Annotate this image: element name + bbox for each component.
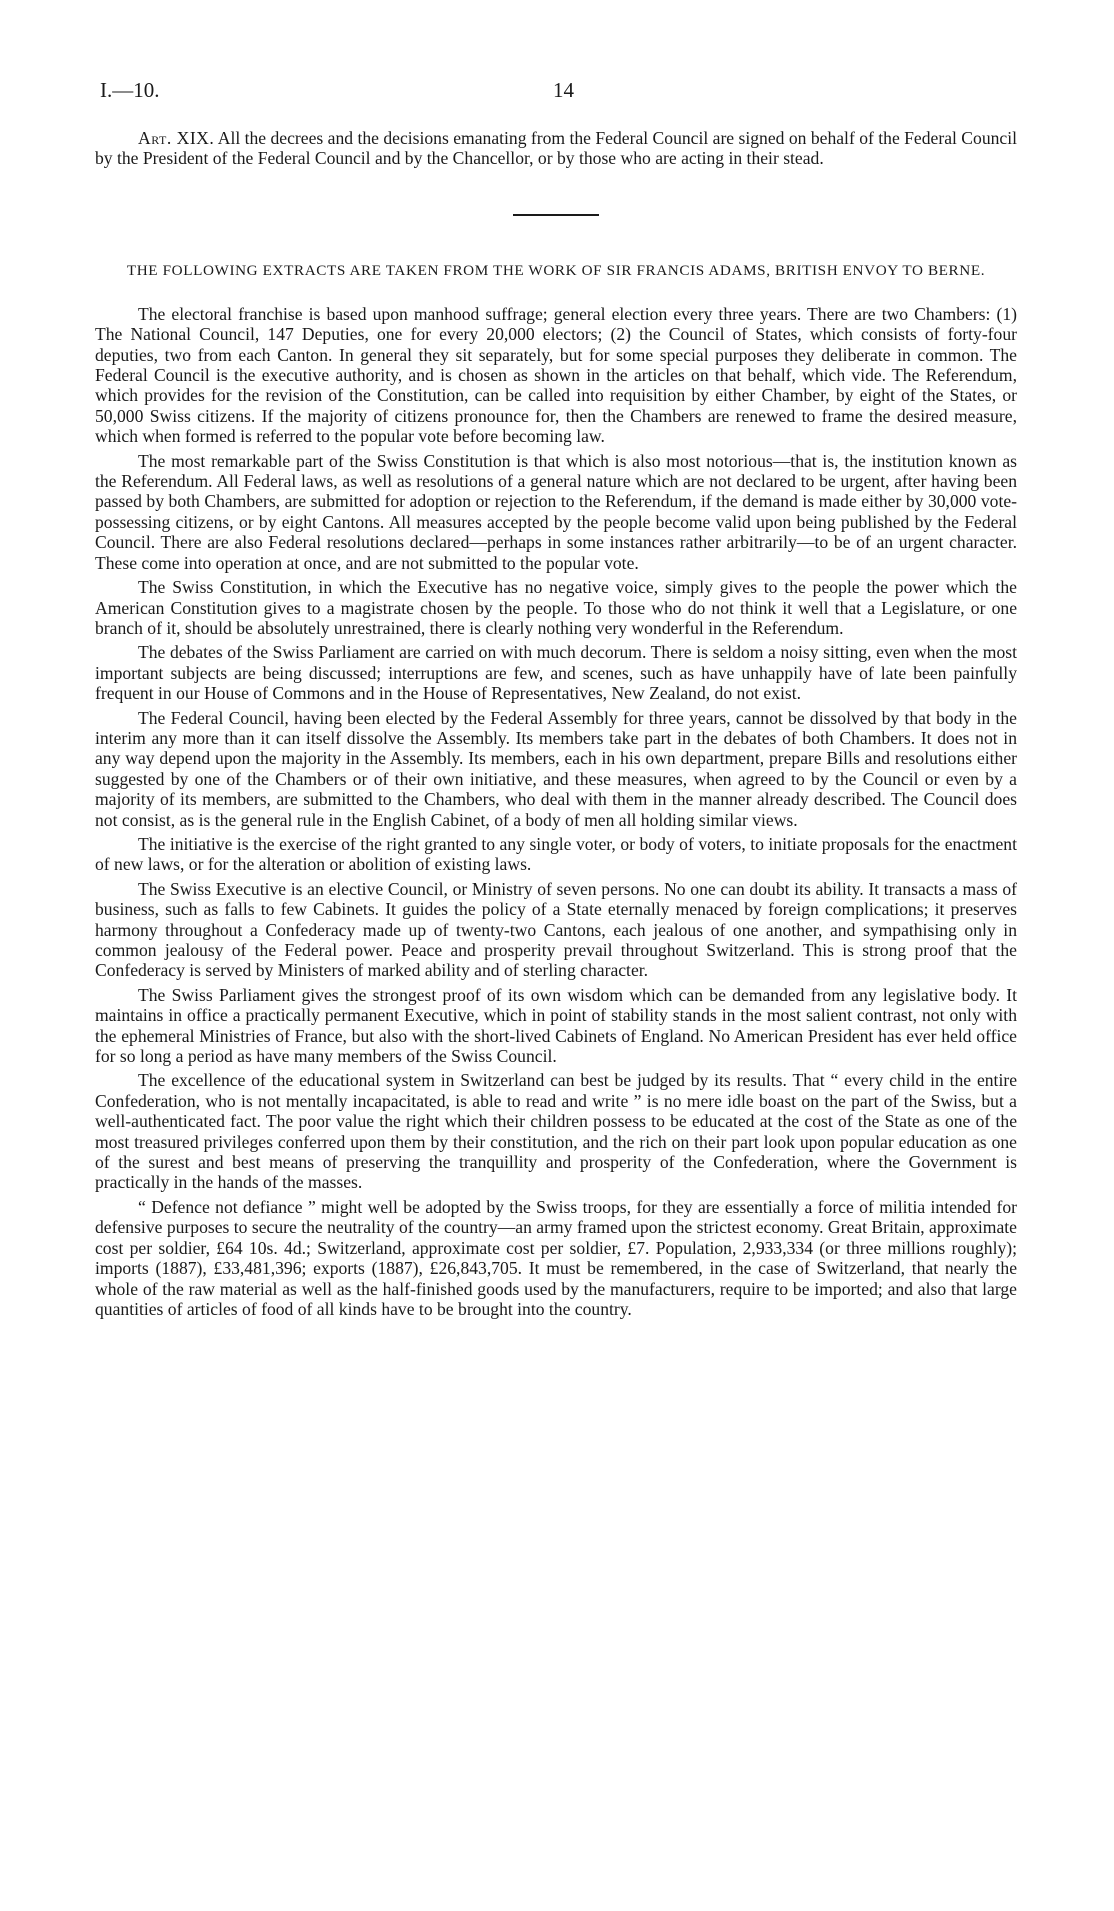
running-head — [100, 78, 1020, 108]
section-divider — [513, 214, 599, 216]
body-paragraph: The Swiss Constitution, in which the Executive has no negative voice, simply gives to the people the power which the American Constitution gives to a magistrate chosen by the people. To those who do not think it well that a Legislature, or one branch of it, should be absolutely unrestrained, there is clearly nothing very wonderful in the Referendum. — [95, 577, 1017, 638]
body-paragraph: The electoral franchise is based upon manhood suffrage; general election every three years. There are two Chambers: (1) The National Council, 147 Deputies, one for every 20,000 electors; (2) the Council of States, which consists of forty-four deputies, two from each Canton. In general they sit separately, but for some special purposes they deliberate in common. The Federal Council is the executive authority, and is chosen as shown in the articles on that behalf, which vide. The Referendum, which provides for the revision of the Constitution, can be called into requisition by either Chamber, by eight of the States, or 50,000 Swiss citizens. If the majority of citizens pronounce for, then the Chambers are renewed to frame the desired measure, which when formed is referred to the popular vote before becoming law. — [95, 303, 1017, 447]
body-paragraph: The most remarkable part of the Swiss Constitution is that which is also most notorious—that is, the institution known as the Referendum. All Federal laws, as well as resolutions of a general nature which are not declared to be urgent, after having been passed by both Chambers, are submitted for adoption or rejection to the Referendum, if the demand is made either by 30,000 vote-possessing citizens, or by eight Cantons. All measures accepted by the people become valid upon being published by the Federal Council. There are also Federal resolutions declared—perhaps in some instances rather arbitrarily—to be of an urgent character. These come into operation at once, and are not submitted to the popular vote. — [95, 450, 1017, 573]
body-paragraph: The Swiss Executive is an elective Council, or Ministry of seven persons. No one can doubt its ability. It transacts a mass of business, such as falls to few Cabinets. It guides the policy of a State eternally menaced by foreign complications; it preserves harmony throughout a Confederacy made up of twenty-two Cantons, each jealous of one another, and sympathising only in common jealousy of the Federal power. Peace and prosperity prevail throughout Switzerland. This is strong proof that the Confederacy is served by Ministers of marked ability and of sterling character. — [95, 878, 1017, 981]
article-label: Art. XIX. — [138, 128, 215, 148]
page-reference: I.—10. — [100, 78, 160, 102]
document-body — [95, 128, 1017, 1323]
body-paragraph: The debates of the Swiss Parliament are carried on with much decorum. There is seldom a noisy sitting, even when the most important subjects are being discussed; interruptions are few, and scenes, such as have unhappily have of late been painfully frequent in our House of Commons and in the House of Representatives, New Zealand, do not exist. — [95, 642, 1017, 704]
page-number: 14 — [553, 78, 574, 102]
body-paragraph: The Federal Council, having been elected by the Federal Assembly for three years, cannot be dissolved by that body in the interim any more than it can itself dissolve the Assembly. Its members take part in the debates of both Chambers. It does not in any way depend upon the majority in the Assembly. Its members, each in his own department, prepare Bills and resolutions either suggested by one of the Chambers or of their own initiative, and these measures, when agreed to by the Council or even by a majority of its members, are submitted to the Chambers, who deal with them in the manner already described. The Council does not consist, as is the general rule in the English Cabinet, of a body of men all holding similar views. — [95, 707, 1017, 830]
body-paragraph: “ Defence not defiance ” might well be adopted by the Swiss troops, for they are essentially a force of militia intended for defensive purposes to secure the neutrality of the country—an army framed upon the strictest economy. Great Britain, approximate cost per soldier, £64 10s. 4d.; Switzerland, approximate cost per soldier, £7. Population, 2,933,334 (or three millions roughly); imports (1887), £33,481,396; exports (1887), £26,843,705. It must be remembered, in the case of Switzerland, that nearly the whole of the raw material as well as the half-finished goods used by the manufacturers, require to be imported; and also that large quantities of articles of food of all kinds have to be brought into the country. — [95, 1196, 1017, 1319]
section-heading: THE FOLLOWING EXTRACTS ARE TAKEN FROM THE WORK OF SIR FRANCIS ADAMS, BRITISH ENVOY TO BERNE. — [126, 261, 986, 279]
article-paragraph — [95, 128, 1017, 169]
article-text: All the decrees and the decisions emanating from the Federal Council are signed on behalf of the Federal Council by the President of the Federal Council and by the Chancellor, or by those who are acting in their stead. — [95, 128, 1018, 169]
body-paragraph: The excellence of the educational system in Switzerland can best be judged by its results. That “ every child in the entire Confederation, who is not mentally incapacitated, is able to read and write ” is no mere idle boast on the part of the Swiss, but a well-authenticated fact. The poor value the right which their children possess to be educated at the cost of the State as one of the most treasured privileges conferred upon them by their constitution, and the rich on their part look upon popular education as one of the surest and best means of preserving the tranquillity and prosperity of the Confederation, where the Government is practically in the hands of the masses. — [95, 1070, 1017, 1193]
body-paragraph: The initiative is the exercise of the right granted to any single voter, or body of voters, to initiate proposals for the enactment of new laws, or for the alteration or abolition of existing laws. — [95, 833, 1017, 875]
body-paragraph: The Swiss Parliament gives the strongest proof of its own wisdom which can be demanded from any legislative body. It maintains in office a practically permanent Executive, which in point of stability stands in the most salient contrast, not only with the ephemeral Ministries of France, but also with the short-lived Cabinets of England. No American President has ever held office for so long a period as have many members of the Swiss Council. — [95, 984, 1017, 1067]
